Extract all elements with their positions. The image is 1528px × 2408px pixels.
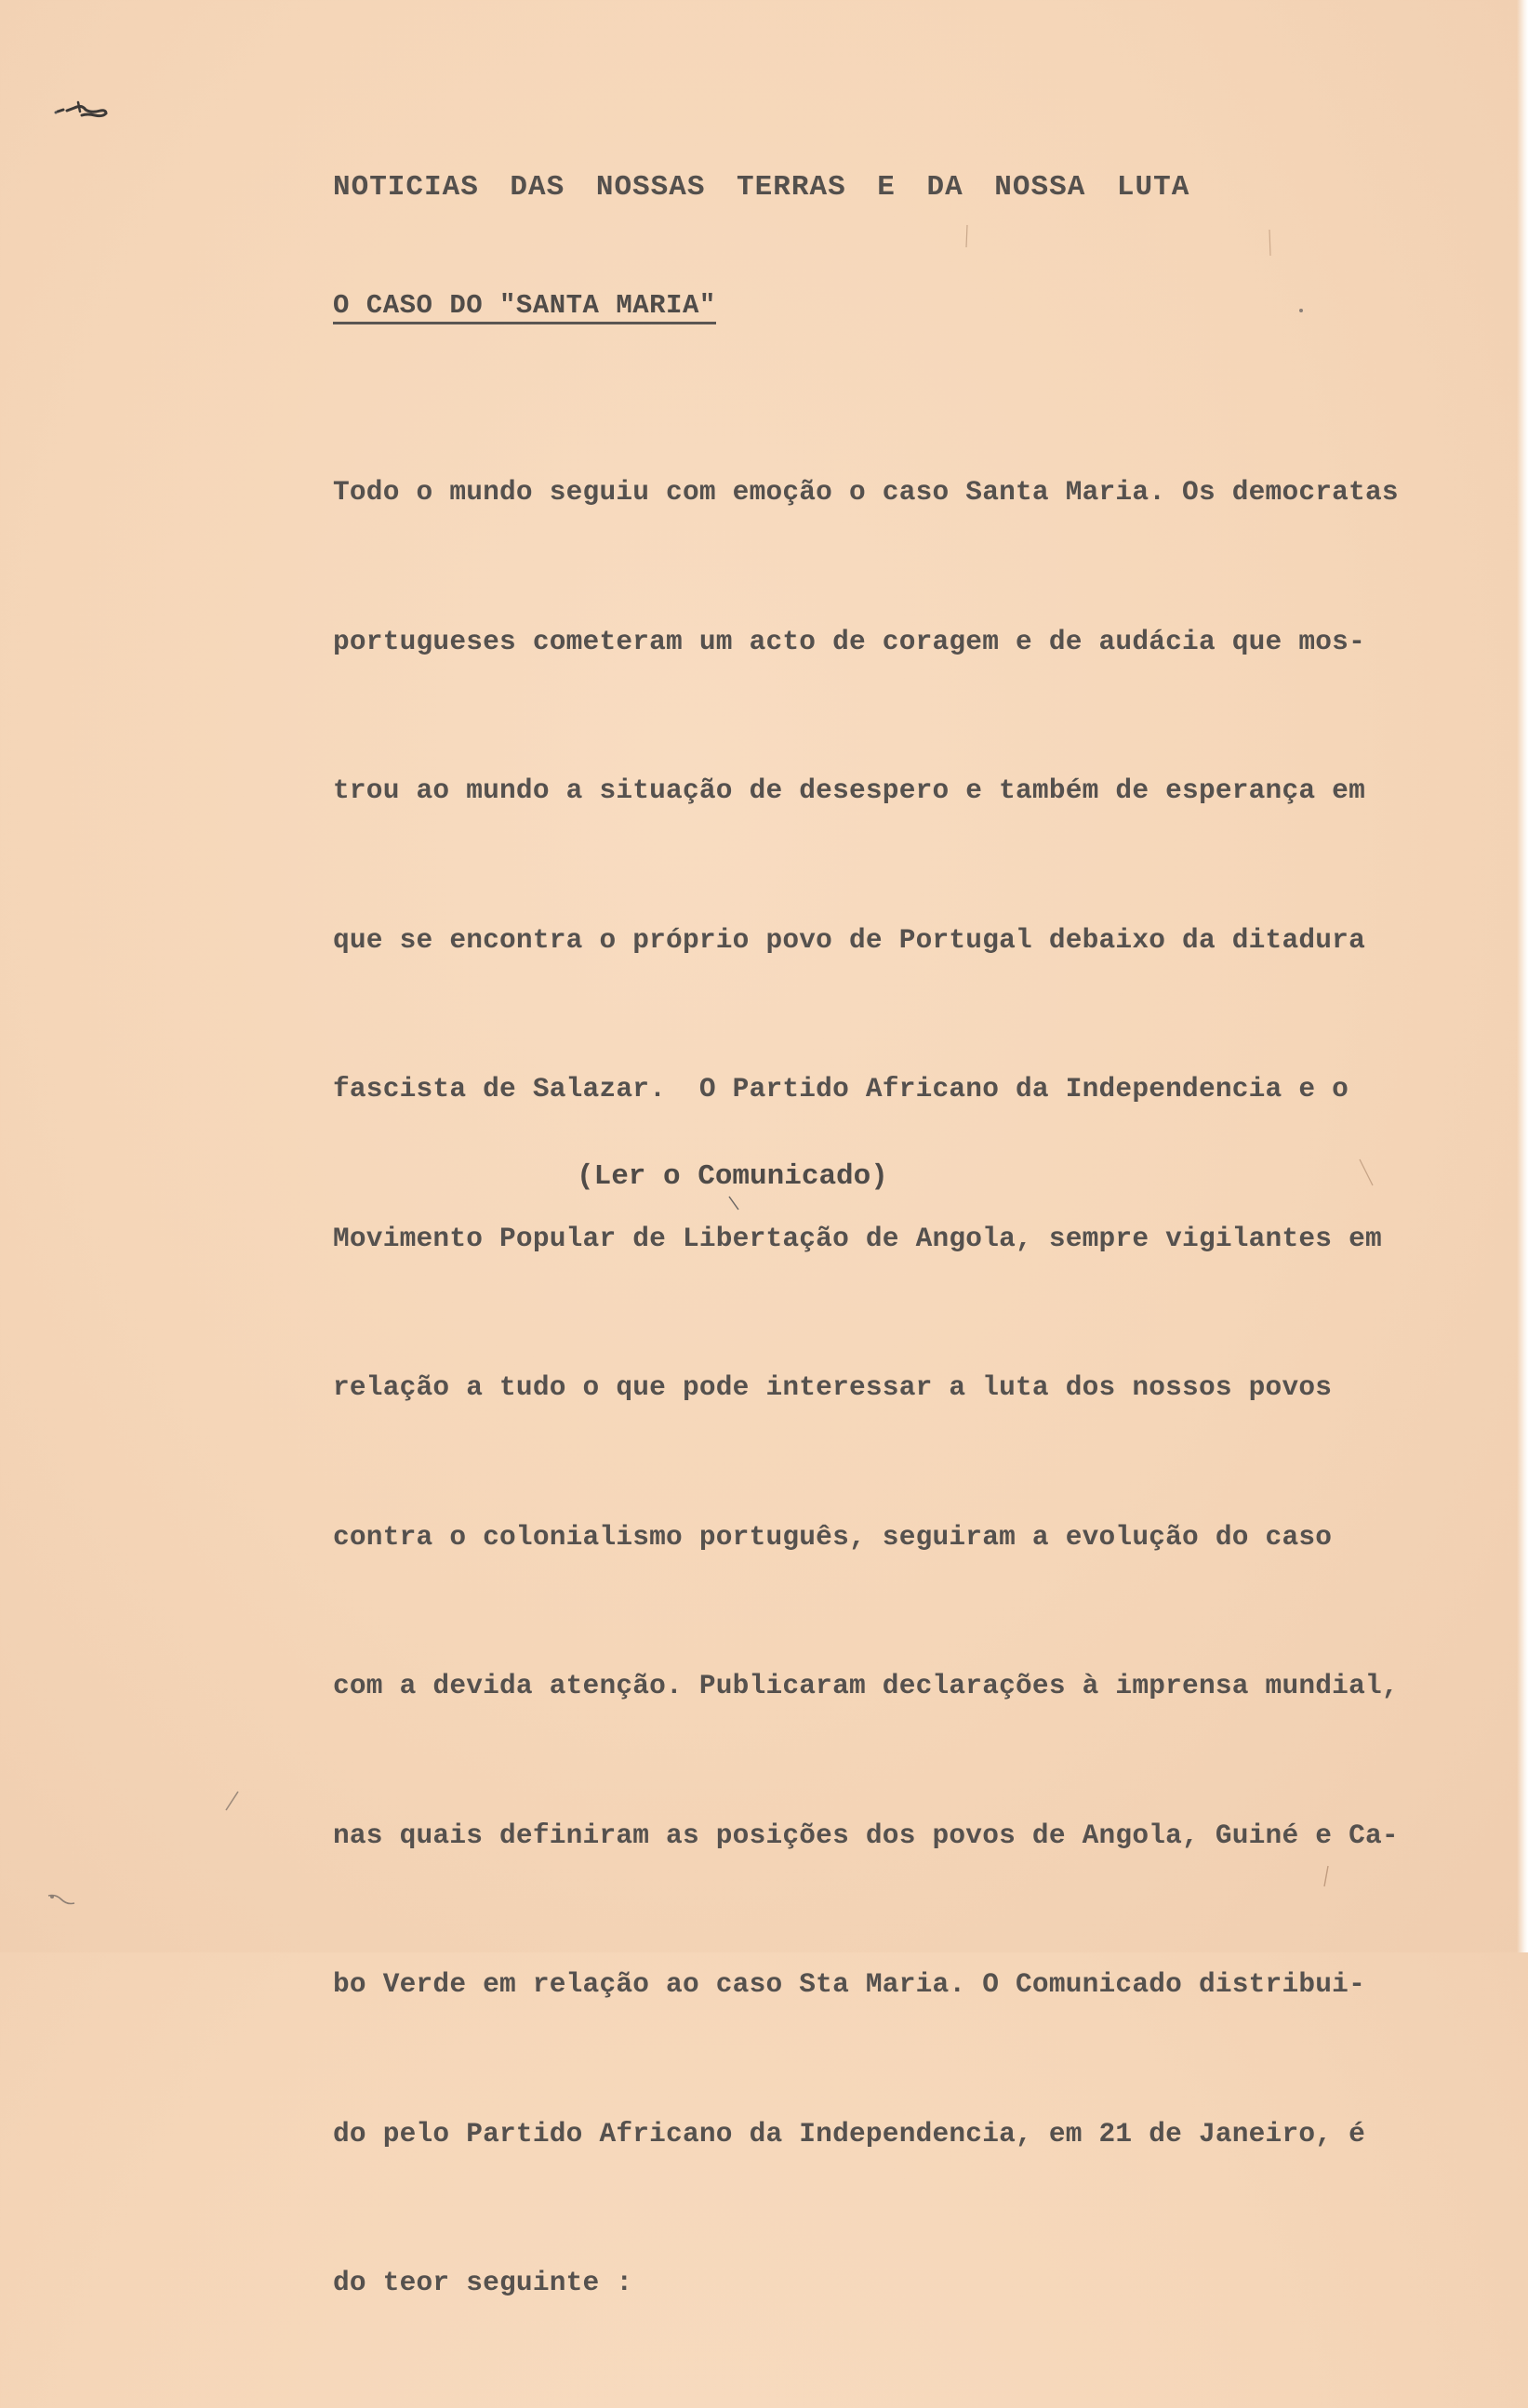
body-line: do pelo Partido Africano da Independencia, em 21 de Janeiro, é [333, 2117, 1365, 2150]
paper-blemish [1358, 1158, 1376, 1190]
body-line: fascista de Salazar. O Partido Africano da Independencia e o [333, 1073, 1349, 1105]
paper-blemish [223, 1790, 242, 1814]
body-line: nas quais definiram as posições dos povos de Angola, Guiné e Ca- [333, 1819, 1399, 1851]
paper-blemish [1265, 228, 1274, 260]
body-line: com a devida atenção. Publicaram declarações à imprensa mundial, [333, 1670, 1399, 1701]
body-line: que se encontra o próprio povo de Portugal debaixo da ditadura [333, 923, 1365, 956]
body-line: relação a tudo o que pode interessar a luta dos nossos povos [333, 1371, 1333, 1403]
body-line: Todo o mundo seguiu com emoção o caso Santa Maria. Os democratas [333, 476, 1399, 508]
page-heading: NOTICIAS DAS NOSSAS TERRAS E DA NOSSA LUTA [333, 171, 1190, 204]
body-line: trou ao mundo a situação de desespero e também de esperança em [333, 774, 1365, 806]
body-paragraph [333, 368, 1505, 2408]
paper-blemish [963, 223, 972, 251]
paper-blemish [1297, 307, 1305, 314]
body-line: do teor seguinte : [333, 2267, 633, 2298]
body-line: Movimento Popular de Libertação de Angola, sempre vigilantes em [333, 1222, 1382, 1254]
note-text: (Ler o Comunicado) [577, 1160, 888, 1193]
paper-blemish [1321, 1864, 1332, 1890]
section-title: O CASO DO "SANTA MARIA" [333, 290, 716, 324]
body-line: bo Verde em relação ao caso Sta Maria. O Comunicado distribui- [333, 1968, 1365, 2000]
body-line: contra o colonialismo português, seguiram a evolução do caso [333, 1520, 1333, 1553]
paper-blemish [727, 1195, 742, 1213]
body-line: portugueses cometeram um acto de coragem e de audácia que mos- [333, 625, 1365, 657]
paper-blemish [47, 1892, 84, 1915]
staple-mark [54, 97, 110, 125]
page-edge [1517, 0, 1528, 1952]
